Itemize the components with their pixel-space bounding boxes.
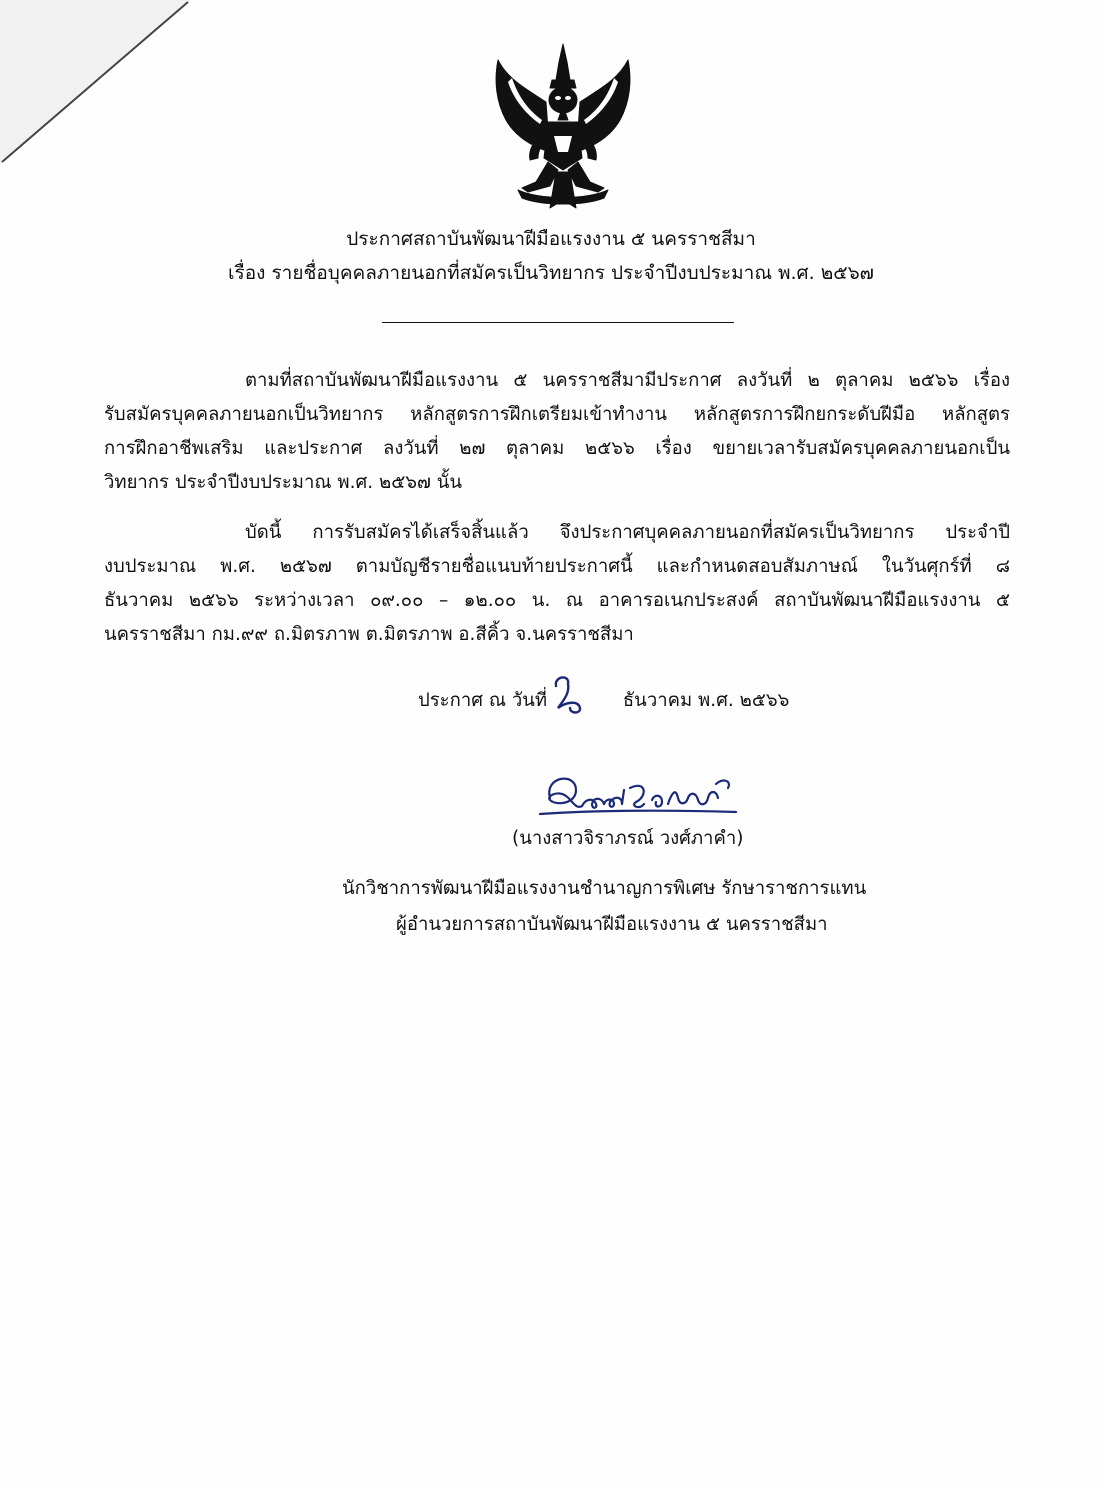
title-divider: [382, 322, 734, 323]
document-title: ประกาศสถาบันพัฒนาฝีมือแรงงาน ๕ นครราชสีมา: [346, 228, 756, 250]
paragraph-1-line: การฝึกอาชีพเสริม และประกาศ ลงวันที่ ๒๗ ตุลาคม ๒๕๖๖ เรื่อง ขยายเวลารับสมัครบุคคลภายนอกเป็น: [104, 438, 1010, 459]
paragraph-2-line: นครราชสีมา กม.๙๙ ถ.มิตรภาพ ต.มิตรภาพ อ.สีคิ้ว จ.นครราชสีมา: [104, 624, 634, 645]
paragraph-2-line: ธันวาคม ๒๕๖๖ ระหว่างเวลา ๐๙.๐๐ – ๑๒.๐๐ น. ณ อาคารอเนกประสงค์ สถาบันพัฒนาฝีมือแรงงาน ๕: [104, 590, 1010, 611]
paragraph-2-line: บัดนี้ การรับสมัครได้เสร็จสิ้นแล้ว จึงประกาศบุคคลภายนอกที่สมัครเป็นวิทยากร ประจำปี: [245, 522, 1010, 543]
garuda-emblem-icon: [488, 40, 638, 210]
paragraph-1-line: รับสมัครบุคคลภายนอกเป็นวิทยากร หลักสูตรการฝึกเตรียมเข้าทำงาน หลักสูตรการฝึกยกระดับฝีมือ หลักสูตร: [104, 404, 1010, 425]
corner-fold: [0, 0, 190, 170]
paragraph-1-line: ตามที่สถาบันพัฒนาฝีมือแรงงาน ๕ นครราชสีมามีประกาศ ลงวันที่ ๒ ตุลาคม ๒๕๖๖ เรื่อง: [245, 370, 1010, 391]
handwritten-day-digit: [548, 672, 588, 716]
announcement-date: [418, 684, 818, 718]
paragraph-2-line: งบประมาณ พ.ศ. ๒๕๖๗ ตามบัญชีรายชื่อแนบท้ายประกาศนี้ และกำหนดสอบสัมภาษณ์ ในวันศุกร์ที่ ๘: [104, 556, 1010, 577]
document-subject: เรื่อง รายชื่อบุคคลภายนอกที่สมัครเป็นวิทยากร ประจำปีงบประมาณ พ.ศ. ๒๕๖๗: [228, 262, 874, 284]
signer-name: (นางสาวจิราภรณ์ วงศ์ภาคำ): [512, 828, 744, 849]
signer-position-line-2: ผู้อำนวยการสถาบันพัฒนาฝีมือแรงงาน ๕ นครราชสีมา: [396, 914, 828, 935]
signer-position-line-1: นักวิชาการพัฒนาฝีมือแรงงานชำนาญการพิเศษ รักษาราชการแทน: [342, 878, 867, 899]
date-prefix: ประกาศ ณ วันที่: [418, 690, 548, 711]
date-suffix: ธันวาคม พ.ศ. ๒๕๖๖: [622, 690, 790, 711]
paragraph-1-line: วิทยากร ประจำปีงบประมาณ พ.ศ. ๒๕๖๗ นั้น: [104, 472, 463, 493]
